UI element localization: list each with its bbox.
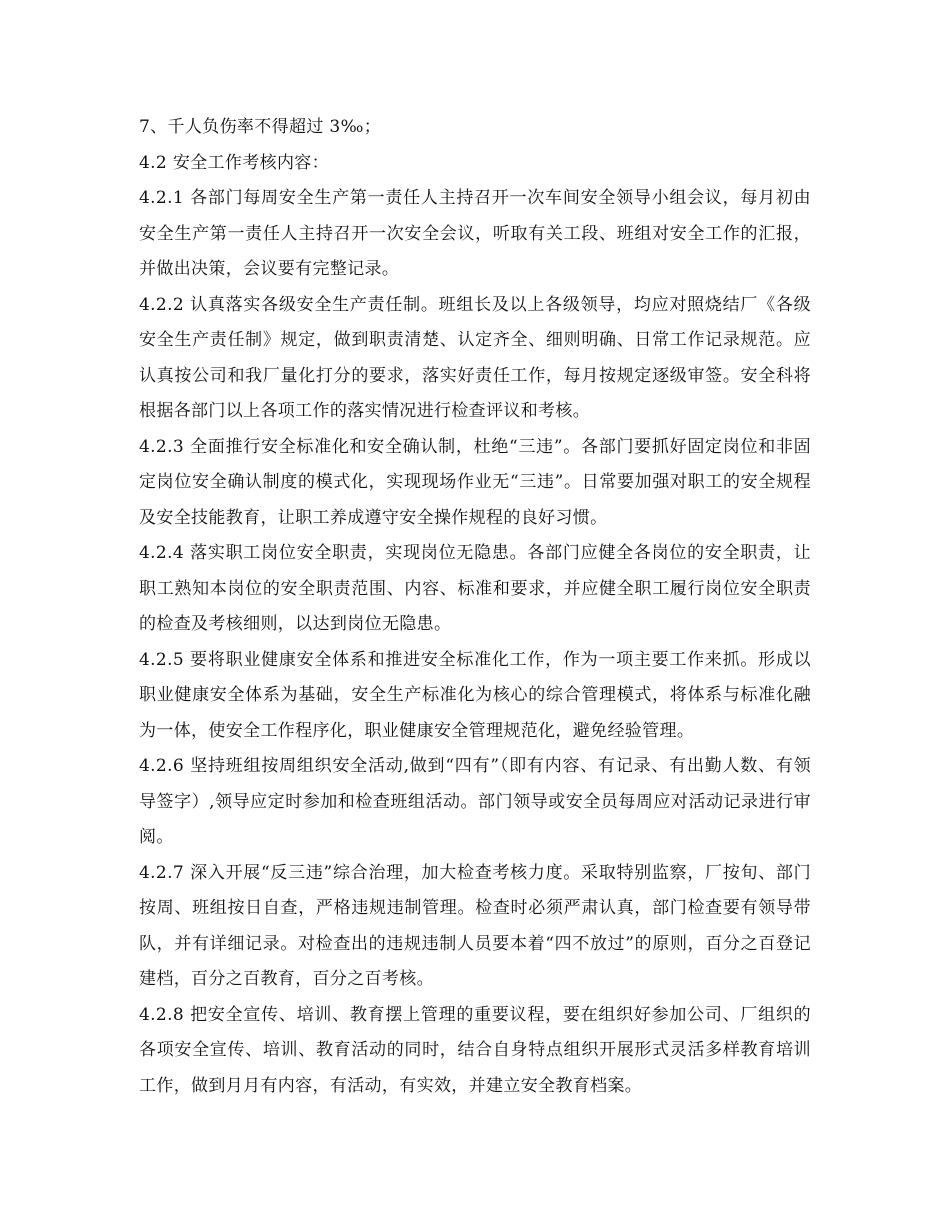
paragraph-4-2-1: 4.2.1 各部门每周安全生产第一责任人主持召开一次车间安全领导小组会议，每月初由安全生产第一责任人主持召开一次安全会议，听取有关工段、班组对安全工作的汇报，并做出决策，会议要有完整记录。 xyxy=(139,188,811,279)
paragraph-4-2-7: 4.2.7 深入开展“反三违”综合治理，加大检查考核力度。采取特别监察，厂按旬、部门按周、班组按日自查，严格违规违制管理。检查时必须严肃认真，部门检查要有领导带队，并有详细记录。对检查出的违规违制人员要本着“四不放过”的原则，百分之百登记建档，百分之百教育，百分之百考核。 xyxy=(139,862,811,989)
document-body xyxy=(139,110,811,1104)
paragraph-4-2-8: 4.2.8 把安全宣传、培训、教育摆上管理的重要议程，要在组织好参加公司、厂组织的各项安全宣传、培训、教育活动的同时，结合自身特点组织开展形式灵活多样教育培训工作，做到月月有内容，有活动，有实效，并建立安全教育档案。 xyxy=(139,1004,811,1096)
section-4-2-heading: 4.2 安全工作考核内容： xyxy=(139,152,329,173)
paragraph-4-2-3: 4.2.3 全面推行安全标准化和安全确认制，杜绝“三违”。各部门要抓好固定岗位和非固定岗位安全确认制度的模式化，实现现场作业无“三违”。日常要加强对职工的安全规程及安全技能教育，让职工养成遵守安全操作规程的良好习惯。 xyxy=(139,436,811,528)
item-7-injury-rate: 7、千人负伤率不得超过 3‰； xyxy=(139,117,382,137)
paragraph-4-2-4: 4.2.4 落实职工岗位安全职责，实现岗位无隐患。各部门应健全各岗位的安全职责，让职工熟知本岗位的安全职责范围、内容、标准和要求，并应健全职工履行岗位安全职责的检查及考核细则，以达到岗位无隐患。 xyxy=(139,543,811,634)
paragraph-4-2-2: 4.2.2 认真落实各级安全生产责任制。班组长及以上各级领导，均应对照烧结厂《各级安全生产责任制》规定，做到职责清楚、认定齐全、细则明确、日常工作记录规范。应认真按公司和我厂量化打分的要求，落实好责任工作，每月按规定逐级审签。安全科将根据各部门以上各项工作的落实情况进行检查评议和考核。 xyxy=(139,294,811,421)
paragraph-4-2-6: 4.2.6 坚持班组按周组织安全活动,做到“四有”（即有内容、有记录、有出勤人数、有领导签字）,领导应定时参加和检查班组活动。部门领导或安全员每周应对活动记录进行审阅。 xyxy=(139,756,811,847)
paragraph-4-2-5: 4.2.5 要将职业健康安全体系和推进安全标准化工作，作为一项主要工作来抓。形成以职业健康安全体系为基础，安全生产标准化为核心的综合管理模式，将体系与标准化融为一体，使安全工作程序化，职业健康安全管理规范化，避免经验管理。 xyxy=(139,649,811,741)
